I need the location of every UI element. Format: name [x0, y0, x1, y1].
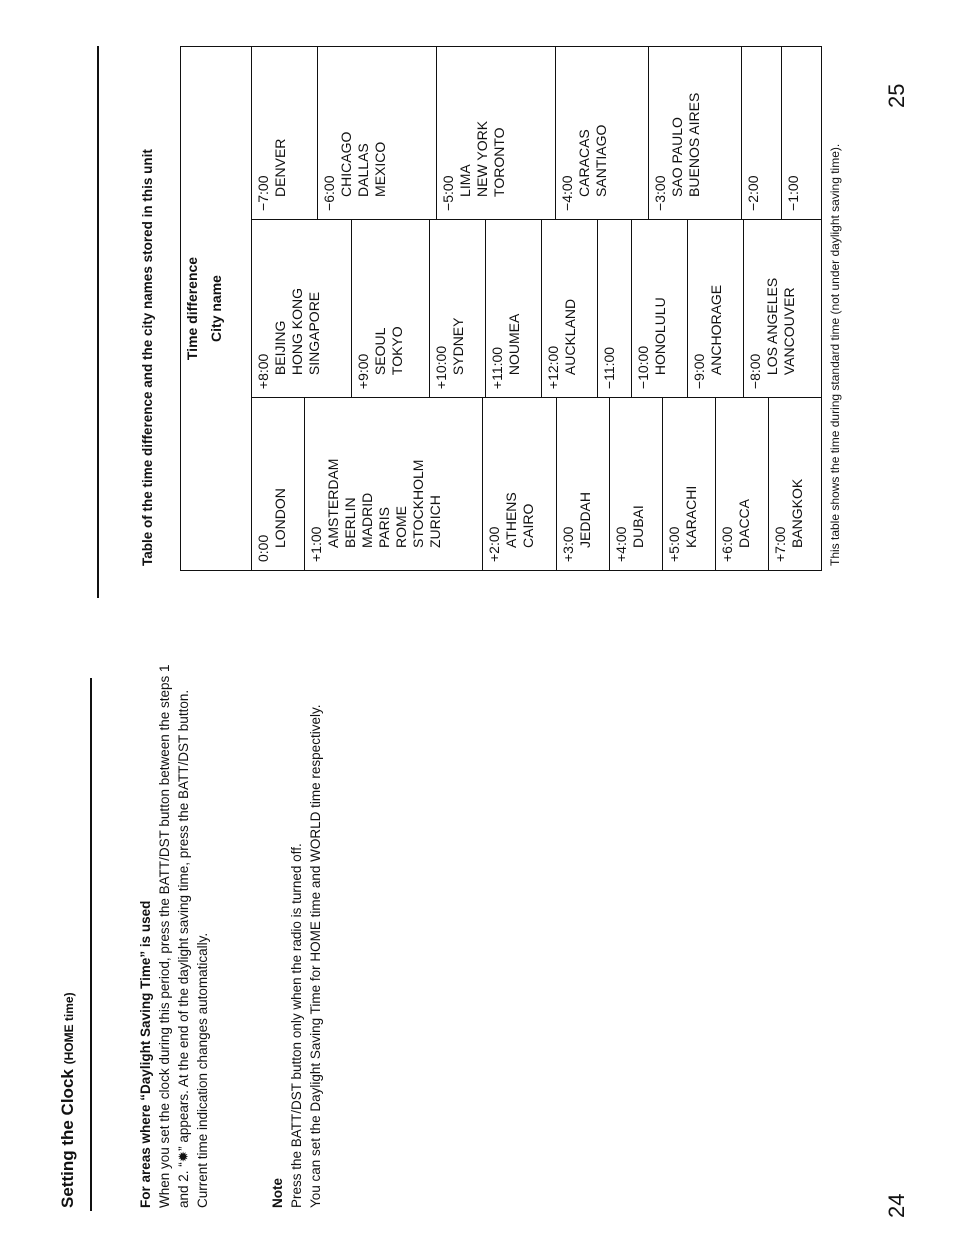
- city-name: ZURICH: [426, 495, 443, 548]
- table-header-row: [181, 47, 252, 571]
- time-offset: +9:00: [355, 353, 372, 390]
- time-zone-group: [252, 220, 352, 397]
- city-name: TOKYO: [389, 326, 406, 376]
- time-zone-group: [318, 47, 437, 219]
- time-zone-cell: [716, 398, 769, 570]
- time-offset: 0:00: [255, 534, 271, 562]
- time-zone-cell: [252, 220, 352, 397]
- table-rule: [97, 46, 99, 598]
- city-name: TORONTO: [491, 127, 508, 197]
- time-zone-cell: [769, 398, 821, 570]
- city-name: ATHENS: [503, 492, 520, 548]
- time-zone-cell: [687, 220, 743, 397]
- time-zone-cell: [598, 220, 632, 397]
- time-zone-cell: [663, 398, 716, 570]
- time-offset: −6:00: [321, 175, 338, 211]
- time-zone-cell: [556, 47, 649, 219]
- table-column-3: [252, 47, 822, 220]
- time-offset: +6:00: [719, 526, 736, 562]
- time-zone-cell: [483, 398, 557, 570]
- time-zone-group: [769, 398, 821, 570]
- city-name: BUENOS AIRES: [686, 92, 703, 197]
- note-line-1: Press the BATT/DST button only when the radio is turned off.: [289, 843, 304, 1208]
- table-body-row: [252, 47, 822, 571]
- time-zone-group-list: [252, 220, 821, 397]
- time-offset: +7:00: [772, 526, 789, 562]
- time-zone-cell: [304, 398, 483, 570]
- time-zone-group: [632, 220, 688, 397]
- time-zone-group: [542, 220, 598, 397]
- note-line-2: You can set the Daylight Saving Time for HOME time and WORLD time respectively.: [308, 704, 323, 1208]
- dst-body: When you set the clock during this period, press the BATT/DST button between the steps 1 and 2. “✹” appears. At the end of the daylight saving time, press the BATT/DST button. Current time indication changes automatically.: [157, 664, 210, 1208]
- time-difference-table: [180, 46, 822, 571]
- time-zone-group: [610, 398, 663, 570]
- time-offset: −7:00: [255, 175, 271, 211]
- time-offset: +8:00: [255, 353, 271, 390]
- city-name: ANCHORAGE: [707, 284, 724, 376]
- time-offset: +10:00: [433, 345, 450, 390]
- table-footnote: This table shows the time during standard time (not under daylight saving time).: [828, 143, 842, 566]
- city-name: CARACAS: [576, 129, 593, 197]
- time-offset: −10:00: [635, 345, 651, 390]
- time-zone-group: [743, 220, 821, 397]
- city-name: HONG KONG: [289, 287, 305, 376]
- time-offset: −1:00: [785, 175, 802, 211]
- time-zone-group: [252, 398, 304, 570]
- table-header: [181, 47, 252, 571]
- city-name: LONDON: [272, 488, 288, 548]
- city-name: STOCKHOLM: [409, 459, 426, 548]
- time-zone-group-list: [252, 47, 821, 219]
- city-name: SYDNEY: [450, 317, 467, 376]
- time-zone-cell: [743, 220, 821, 397]
- city-name: PARIS: [375, 507, 392, 548]
- city-name: DUBAI: [630, 505, 647, 548]
- city-name: SAO PAULO: [669, 117, 686, 197]
- city-name: DALLAS: [355, 143, 372, 197]
- time-zone-cell: [437, 47, 556, 219]
- time-zone-cell: [649, 47, 742, 219]
- city-name: VANCOUVER: [780, 287, 797, 376]
- table-caption: Table of the time difference and the city names stored in this unit: [140, 149, 155, 566]
- page-number-right: 25: [884, 83, 909, 108]
- city-name: DACCA: [736, 498, 753, 548]
- header-city-name: City name: [208, 275, 224, 342]
- city-name: CHICAGO: [338, 131, 355, 197]
- city-name: DENVER: [272, 138, 288, 197]
- time-offset: −5:00: [440, 175, 457, 211]
- table-column-1: [252, 398, 822, 571]
- time-zone-cell: [632, 220, 688, 397]
- city-name: MEXICO: [372, 141, 389, 197]
- time-offset: −2:00: [744, 175, 761, 211]
- time-zone-cell: [557, 398, 610, 570]
- time-offset: +2:00: [486, 526, 503, 562]
- city-name: MADRID: [358, 492, 375, 548]
- city-name: LIMA: [457, 164, 474, 197]
- time-zone-group: [598, 220, 632, 397]
- time-zone-group: [252, 47, 318, 219]
- city-name: NEW YORK: [474, 120, 491, 197]
- time-zone-group: [557, 398, 610, 570]
- city-name: JEDDAH: [577, 491, 594, 548]
- note-heading: Note: [270, 1178, 285, 1208]
- time-offset: +5:00: [666, 526, 683, 562]
- city-name: LOS ANGELES: [763, 277, 780, 376]
- time-zone-cell: [252, 398, 304, 570]
- city-name: SINGAPORE: [306, 291, 322, 376]
- title-rule: [90, 678, 92, 1211]
- time-zone-cell: [486, 220, 542, 397]
- city-name: BERLIN: [341, 497, 358, 548]
- city-name: SANTIAGO: [593, 124, 610, 197]
- city-name: AMSTERDAM: [324, 458, 341, 548]
- time-zone-group: [304, 398, 483, 570]
- time-zone-cell: [352, 220, 430, 397]
- time-offset: +3:00: [560, 526, 577, 562]
- time-offset: −4:00: [559, 175, 576, 211]
- time-offset: +4:00: [613, 526, 630, 562]
- time-zone-cell: [610, 398, 663, 570]
- dst-section: [136, 648, 212, 1208]
- page-title-suffix: (HOME time): [62, 992, 76, 1065]
- time-offset: −9:00: [690, 353, 707, 390]
- city-name: KARACHI: [683, 485, 700, 548]
- time-zone-group: [486, 220, 542, 397]
- city-name: HONOLULU: [652, 297, 668, 376]
- time-offset: +1:00: [307, 526, 324, 562]
- time-offset: −8:00: [746, 353, 763, 390]
- time-zone-cell: [318, 47, 437, 219]
- time-zone-group: [741, 47, 781, 219]
- table-column-2: [252, 219, 822, 397]
- time-zone-group: [687, 220, 743, 397]
- time-offset: +11:00: [489, 346, 506, 390]
- time-zone-group: [556, 47, 649, 219]
- page-title: Setting the Clock (HOME time): [58, 992, 77, 1208]
- dst-heading: For areas where “Daylight Saving Time” is used: [138, 900, 153, 1208]
- time-zone-cell: [542, 220, 598, 397]
- header-time-difference: Time difference: [184, 256, 200, 361]
- time-zone-cell: [430, 220, 486, 397]
- time-zone-group: [437, 47, 556, 219]
- time-zone-cell: [782, 47, 821, 219]
- time-offset: +12:00: [545, 345, 562, 390]
- time-zone-group: [483, 398, 557, 570]
- city-name: NOUMEA: [506, 313, 523, 376]
- time-zone-group: [782, 47, 821, 219]
- time-zone-group: [663, 398, 716, 570]
- page-number-left: 24: [884, 1193, 909, 1218]
- city-name: BEIJING: [272, 320, 288, 376]
- time-zone-group: [430, 220, 486, 397]
- city-name: AUCKLAND: [562, 298, 579, 376]
- time-zone-group: [649, 47, 742, 219]
- city-name: BANGKOK: [789, 478, 806, 548]
- note-section: [268, 648, 325, 1208]
- city-name: ROME: [392, 506, 409, 548]
- time-zone-group-list: [252, 398, 821, 570]
- time-zone-group: [352, 220, 430, 397]
- city-name: CAIRO: [520, 503, 537, 548]
- time-offset: −3:00: [652, 175, 669, 211]
- time-zone-group: [716, 398, 769, 570]
- time-zone-cell: [741, 47, 781, 219]
- time-offset: −11:00: [601, 346, 618, 390]
- city-name: SEOUL: [372, 327, 389, 376]
- time-zone-cell: [252, 47, 318, 219]
